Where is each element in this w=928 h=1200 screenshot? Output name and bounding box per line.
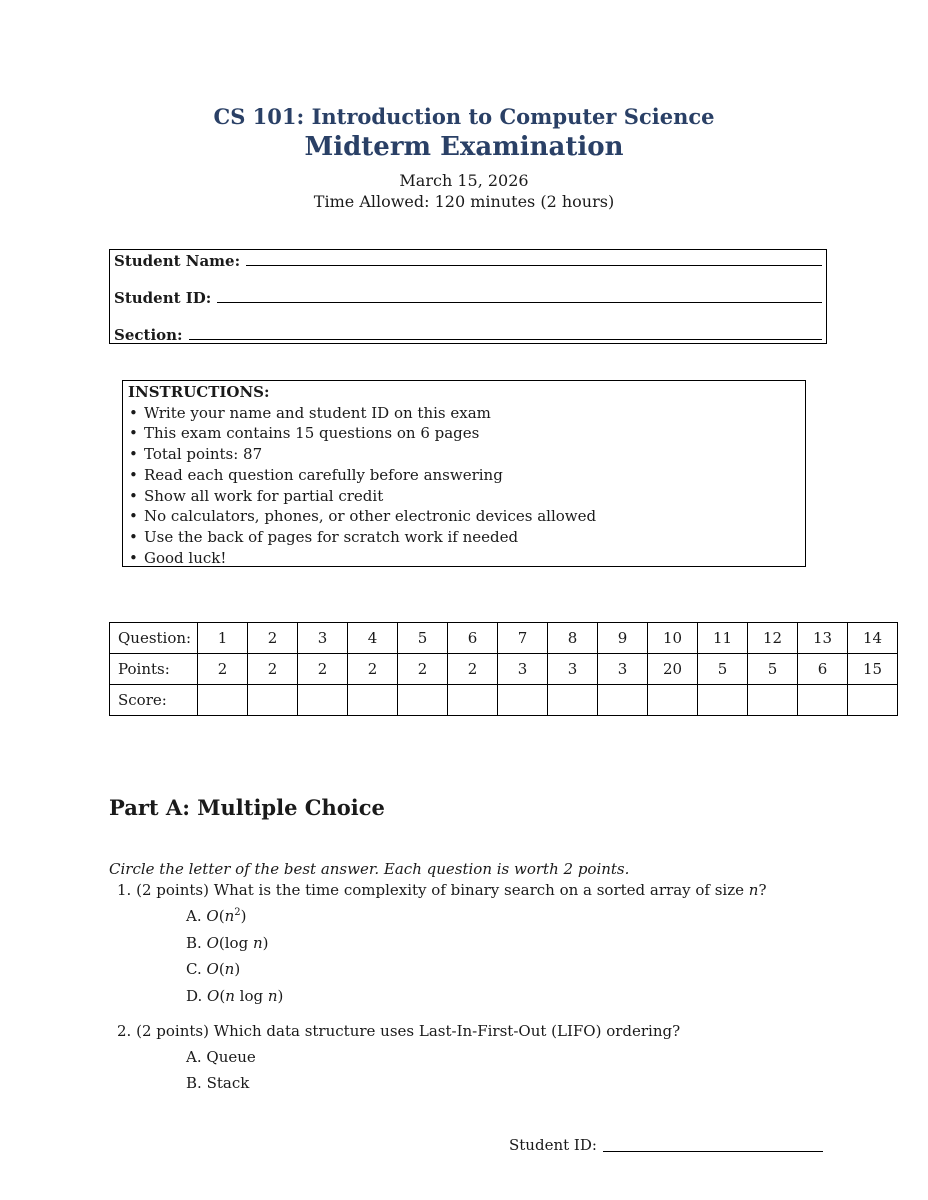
question-points: (2 points) xyxy=(136,1022,209,1040)
score-cell[interactable] xyxy=(848,685,898,716)
course-title: CS 101: Introduction to Computer Science xyxy=(213,104,715,129)
question-number: 4 xyxy=(348,623,398,654)
question-number: 5 xyxy=(398,623,448,654)
score-cell[interactable] xyxy=(198,685,248,716)
question-row xyxy=(110,623,898,654)
question-number: 12 xyxy=(748,623,798,654)
choice-c[interactable] xyxy=(186,960,240,978)
score-cell[interactable] xyxy=(398,685,448,716)
score-cell[interactable] xyxy=(248,685,298,716)
choice-math: O(log n) xyxy=(206,934,269,952)
points-value: 3 xyxy=(598,654,648,685)
score-cell[interactable] xyxy=(548,685,598,716)
choice-letter: A. xyxy=(186,907,202,925)
question-number: 2 xyxy=(248,623,298,654)
choice-a[interactable] xyxy=(186,1048,256,1066)
score-cell[interactable] xyxy=(298,685,348,716)
choice-text: Queue xyxy=(206,1048,256,1066)
score-cell[interactable] xyxy=(598,685,648,716)
question-number: 10 xyxy=(648,623,698,654)
list-item: • Total points: 87 xyxy=(128,444,800,465)
points-value: 3 xyxy=(548,654,598,685)
list-item: • Use the back of pages for scratch work if needed xyxy=(128,527,800,548)
grade-table xyxy=(109,622,898,716)
question-number: 2. xyxy=(117,1022,132,1040)
choice-letter: D. xyxy=(186,987,203,1005)
list-item: • Write your name and student ID on this exam xyxy=(128,403,800,424)
points-value: 5 xyxy=(748,654,798,685)
instructions-list xyxy=(128,403,800,569)
question-label: Question: xyxy=(110,623,198,654)
question-number: 13 xyxy=(798,623,848,654)
exam-date: March 15, 2026 xyxy=(399,171,529,190)
points-value: 5 xyxy=(698,654,748,685)
question-1 xyxy=(117,881,767,899)
footer-id-label: Student ID: xyxy=(509,1136,597,1154)
student-id-row xyxy=(114,289,822,307)
points-value: 3 xyxy=(498,654,548,685)
points-value: 2 xyxy=(448,654,498,685)
question-points: (2 points) xyxy=(136,881,209,899)
list-item: • Good luck! xyxy=(128,548,800,569)
choice-d[interactable] xyxy=(186,987,283,1005)
score-cell[interactable] xyxy=(798,685,848,716)
exam-title: Midterm Examination xyxy=(304,132,624,162)
question-number: 8 xyxy=(548,623,598,654)
list-item: • Show all work for partial credit xyxy=(128,486,800,507)
score-cell[interactable] xyxy=(648,685,698,716)
question-number: 9 xyxy=(598,623,648,654)
question-number: 1 xyxy=(198,623,248,654)
part-a-heading: Part A: Multiple Choice xyxy=(109,795,385,820)
points-row xyxy=(110,654,898,685)
list-item: • This exam contains 15 questions on 6 pages xyxy=(128,423,800,444)
score-cell[interactable] xyxy=(748,685,798,716)
footer-id-field[interactable] xyxy=(603,1150,823,1152)
score-cell[interactable] xyxy=(698,685,748,716)
points-value: 2 xyxy=(248,654,298,685)
student-name-field[interactable] xyxy=(246,264,822,266)
student-id-field[interactable] xyxy=(217,301,822,303)
instructions-box xyxy=(122,380,806,567)
choice-text: Stack xyxy=(206,1074,250,1092)
points-value: 6 xyxy=(798,654,848,685)
choice-a[interactable] xyxy=(186,907,246,925)
section-label: Section: xyxy=(114,326,183,344)
choice-letter: B. xyxy=(186,934,202,952)
question-number: 11 xyxy=(698,623,748,654)
student-name-row xyxy=(114,252,822,270)
list-item: • Read each question carefully before answering xyxy=(128,465,800,486)
question-2 xyxy=(117,1022,680,1040)
time-allowed: Time Allowed: 120 minutes (2 hours) xyxy=(313,192,615,211)
points-value: 2 xyxy=(398,654,448,685)
points-value: 2 xyxy=(198,654,248,685)
question-number: 14 xyxy=(848,623,898,654)
question-number: 6 xyxy=(448,623,498,654)
question-end: ? xyxy=(758,881,767,899)
choice-letter: B. xyxy=(186,1074,202,1092)
question-text: What is the time complexity of binary search on a sorted array of size xyxy=(213,881,745,899)
question-number: 3 xyxy=(298,623,348,654)
question-number: 7 xyxy=(498,623,548,654)
choice-math: O(n log n) xyxy=(207,987,284,1005)
choice-letter: A. xyxy=(186,1048,202,1066)
score-cell[interactable] xyxy=(448,685,498,716)
choice-math: O(n) xyxy=(206,960,241,978)
points-value: 2 xyxy=(348,654,398,685)
question-number: 1. xyxy=(117,881,132,899)
question-text: Which data structure uses Last-In-First-Out (LIFO) ordering? xyxy=(213,1022,681,1040)
part-a-intro: Circle the letter of the best answer. Each question is worth 2 points. xyxy=(109,860,630,878)
choice-letter: C. xyxy=(186,960,202,978)
choice-b[interactable] xyxy=(186,934,268,952)
student-name-label: Student Name: xyxy=(114,252,241,270)
choice-b[interactable] xyxy=(186,1074,249,1092)
score-cell[interactable] xyxy=(348,685,398,716)
score-cell[interactable] xyxy=(498,685,548,716)
choice-math: $O(n^2)$ xyxy=(206,907,247,925)
section-field[interactable] xyxy=(189,338,822,340)
score-label: Score: xyxy=(110,685,198,716)
points-value: 20 xyxy=(648,654,698,685)
student-info-box xyxy=(109,249,827,344)
points-label: Points: xyxy=(110,654,198,685)
points-value: 2 xyxy=(298,654,348,685)
instructions-heading: INSTRUCTIONS: xyxy=(128,383,270,401)
footer-student-id xyxy=(509,1136,823,1154)
question-variable: n xyxy=(748,881,759,899)
student-id-label: Student ID: xyxy=(114,289,212,307)
section-row xyxy=(114,326,822,344)
list-item: • No calculators, phones, or other electronic devices allowed xyxy=(128,506,800,527)
points-value: 15 xyxy=(848,654,898,685)
score-row xyxy=(110,685,898,716)
